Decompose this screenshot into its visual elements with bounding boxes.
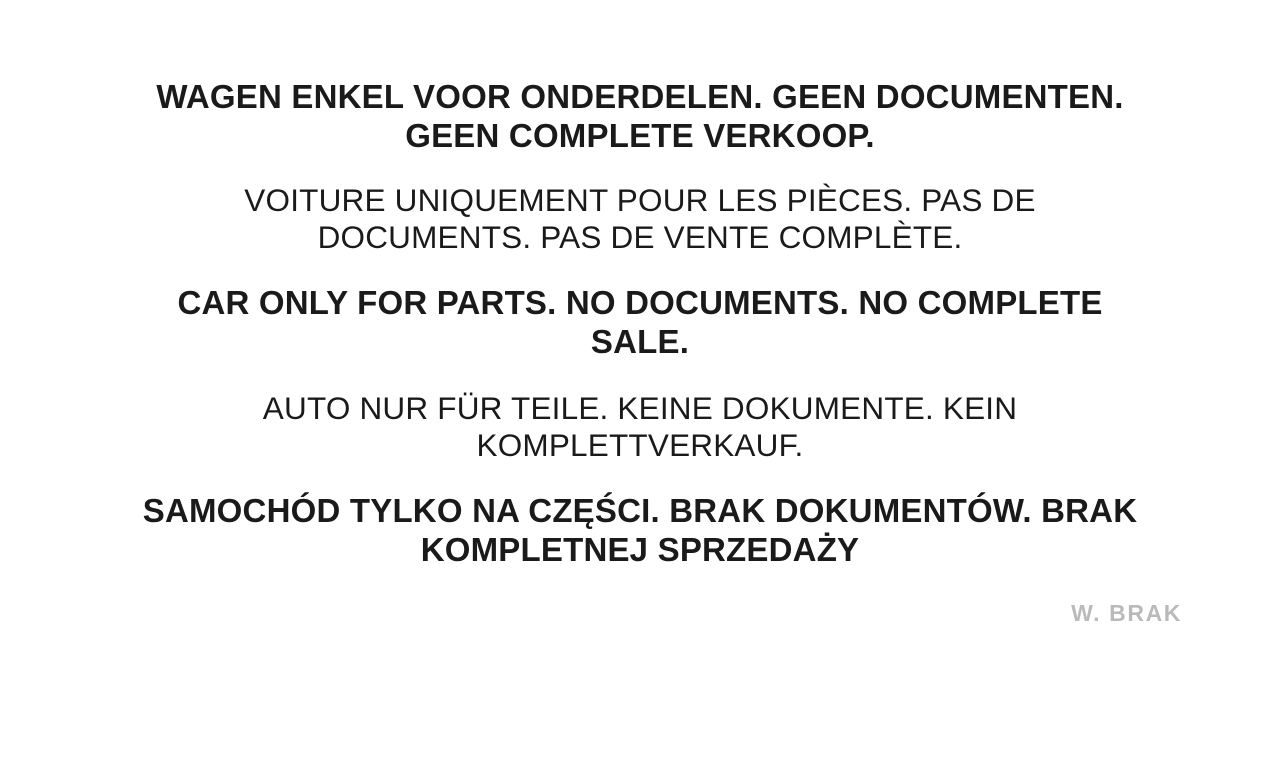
notice-line-dutch: WAGEN ENKEL VOOR ONDERDELEN. GEEN DOCUMENTEN. GEEN COMPLETE VERKOOP. (156, 78, 1124, 154)
notice-line-german: AUTO NUR FÜR TEILE. KEINE DOKUMENTE. KEIN KOMPLETTVERKAUF. (262, 390, 1018, 464)
notice-line-english: CAR ONLY FOR PARTS. NO DOCUMENTS. NO COMPLETE SALE. (177, 284, 1103, 361)
watermark-text: W. BRAK (1071, 600, 1182, 626)
notice-line-french: VOITURE UNIQUEMENT POUR LES PIÈCES. PAS DE DOCUMENTS. PAS DE VENTE COMPLÈTE. (244, 181, 1036, 256)
notice-line-polish: SAMOCHÓD TYLKO NA CZĘŚCI. BRAK DOKUMENTÓW. BRAK KOMPLETNEJ SPRZEDAŻY (142, 492, 1138, 569)
